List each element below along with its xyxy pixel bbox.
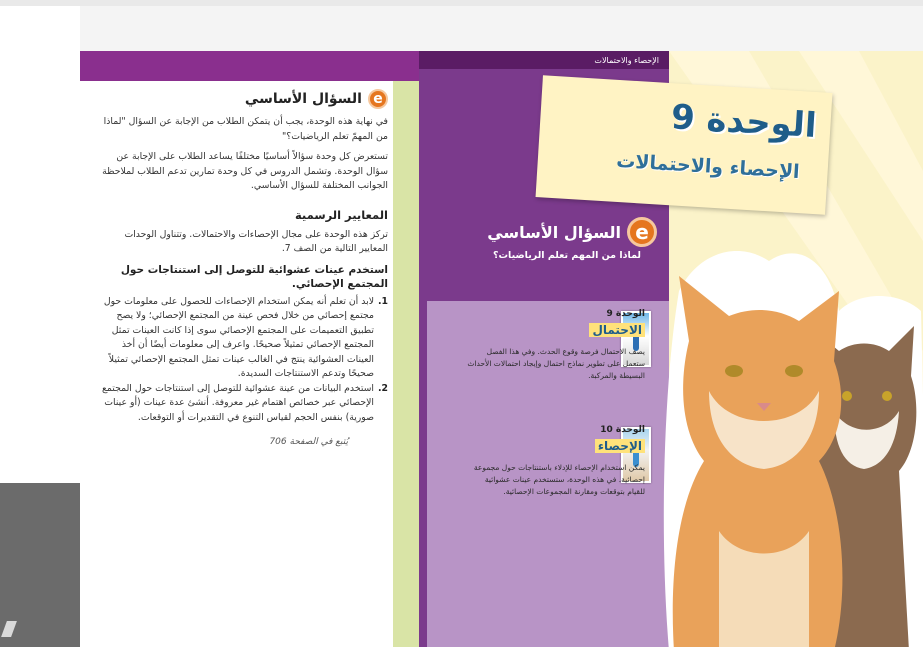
right-page xyxy=(419,51,923,647)
list-text: استخدم البيانات من عينة عشوائية للتوصل إلى استنتاجات حول المجتمع الإحصائي عبر خصائص اهتمام غير معروفة. أنشئ عدة عينات (أو عينات صورية) بنفس الحجم لقياس التنوع في التقديرات أو التوقعات. xyxy=(101,382,374,423)
essential-question-block xyxy=(419,217,669,279)
list-text: لابد أن تعلم أنه يمكن استخدام الإحصاءات للحصول على معلومات حول مجتمع إحصائي من خلال فحص عينة من المجتمع الإحصائي؛ ولا يصح تطبيق التعميمات على المجتمع الإحصائي سوى إذا كانت العينات تمثل المجتمع الإحصائي تمثيلاً صحيحًا. واعرف إلى معلومات أيضًا أن أخذ العينات العشوائية ينتج في الغالب عينات تمثل المجتمع الإحصائي تمثيلاً صحيحًا وتدعم الاستنتاجات السديدة. xyxy=(103,295,374,379)
essential-question-header xyxy=(98,89,388,109)
thumbnail-panel xyxy=(0,483,80,647)
unit-topic: الاحتمال xyxy=(589,323,645,337)
unit-10-summary xyxy=(430,425,645,498)
calico-cat-eye xyxy=(882,391,892,401)
essential-question-icon: e xyxy=(368,89,388,109)
paragraph-2: تستعرض كل وحدة سؤالاً أساسيًا مختلفًا يساعد الطلاب على الإجابة عن سؤال الوحدة. وتشمل الدروس في كل وحدة تمارين تدعم الطلاب لملاحظة الجوانب المختلفة للسؤال الأساسي. xyxy=(102,151,388,191)
copyright-credit: Copyright © McGraw-Hill Education xyxy=(914,531,921,639)
list-item xyxy=(98,382,388,426)
unit-label: الوحدة 10 xyxy=(600,425,645,435)
left-page-header-band xyxy=(80,51,419,81)
right-page-header-band: الإحصاء والاحتمالات xyxy=(419,51,669,69)
unit-description: يصف الاحتمال فرصة وقوع الحدث. وفي هذا الفصل ستعمل على تطوير نماذج احتمال وإيجاد احتمالات الأحداث البسيطة والمركبة. xyxy=(467,347,645,380)
standards-subheading: استخدم عينات عشوائية للتوصل إلى استنتاجات حول المجتمع الإحصائي. xyxy=(120,263,388,290)
essential-question-row xyxy=(419,217,669,247)
unit-title: الوحدة 9 xyxy=(669,97,818,147)
scroll-handle[interactable] xyxy=(1,621,17,637)
essential-question-text: لماذا من المهم تعلم الرياضيات؟ xyxy=(492,250,641,261)
unit-description: يمكن استخدام الإحصاء للإدلاء باستنتاجات حول مجموعة إحصائية. في هذه الوحدة، ستستخدم عينات عشوائية للقيام بتوقعات ومقارنة المجموعات الإحصائية. xyxy=(473,463,645,496)
essential-question-heading: السؤال الأساسي xyxy=(487,222,621,242)
paragraph-3: تركز هذه الوحدة على مجال الإحصاءات والاحتمالات. وتتناول الوحدات المعايير التالية من الصف 7. xyxy=(124,228,388,254)
unit-label: الوحدة 9 xyxy=(606,309,645,319)
essential-question-heading: السؤال الأساسي xyxy=(244,91,362,107)
unit-subtitle: الإحصاء والاحتمالات xyxy=(615,149,801,184)
list-number: 2. xyxy=(377,382,388,394)
viewer-top-strip xyxy=(0,0,923,6)
essential-question-icon: e xyxy=(627,217,657,247)
unit-topic: الإحصاء xyxy=(595,439,645,453)
unit-9-summary xyxy=(430,309,645,382)
left-page xyxy=(80,51,419,647)
calico-cat-eye xyxy=(842,391,852,401)
unit-title-note xyxy=(536,75,833,214)
continued-note: يُتبع في الصفحة 706 xyxy=(269,437,348,447)
cats-photo xyxy=(659,231,923,647)
left-page-margin-strip xyxy=(393,81,419,647)
standards-list xyxy=(98,295,388,426)
list-number: 1. xyxy=(377,295,388,307)
paragraph-1: في نهاية هذه الوحدة، يجب أن يتمكن الطلاب من الإجابة عن السؤال "لماذا من المهمّ تعلم الرياضيات؟" xyxy=(103,116,388,142)
standards-heading: المعايير الرسمية xyxy=(294,207,388,222)
left-page-body xyxy=(98,89,388,447)
orange-cat-eye xyxy=(785,365,803,377)
list-item xyxy=(98,295,388,382)
orange-cat-eye xyxy=(725,365,743,377)
